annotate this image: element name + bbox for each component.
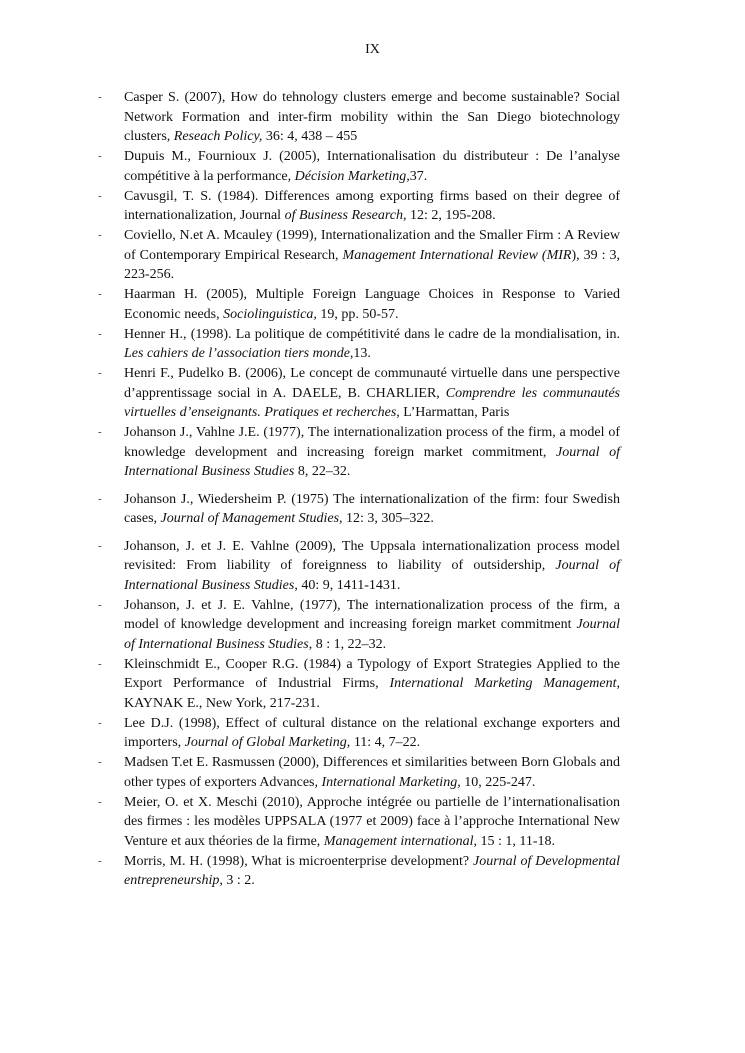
bullet-dash: -: [98, 288, 102, 300]
reference-source: Les cahiers de l’association tiers monde: [124, 346, 350, 361]
reference-item: [98, 423, 620, 482]
reference-text: 37.: [409, 168, 428, 184]
reference-text: , 40: 9, 1411-1431.: [294, 577, 401, 593]
reference-source: Comprendre les communautés virtuelles d’enseignants. Pratiques et recherches: [124, 385, 621, 420]
reference-text: 36: 4, 438 – 455: [262, 129, 358, 144]
reference-text: Cavusgil, T. S. (1984). Differences among exporting firms based on their degree of internationalization, Journal: [124, 188, 620, 223]
bullet-dash: -: [98, 189, 102, 202]
reference-source: Journal of Management Studies,: [160, 511, 343, 526]
reference-source: Journal of Developmental entrepreneurship,: [124, 853, 620, 888]
reference-text: Lee D.J. (1998), Effect of cultural distance on the relational exchange exporters and importers,: [124, 715, 620, 750]
reference-text: Madsen T.et E. Rasmussen (2000), Differences et similarities between Born Globals and other types of exporters Advances: [124, 755, 620, 790]
reference-text: Kleinschmidt E., Cooper R.G. (1984) a Typology of Export Strategies Applied to the Export Performance of Industrial Firms: [124, 656, 620, 691]
reference-source: , Reseach Policy,: [166, 129, 263, 144]
reference-source: , International Marketing,: [314, 774, 461, 790]
reference-text: Morris, M. H. (1998), What is microenterprise development?: [124, 853, 473, 869]
reference-text: 12: 2, 195-208.: [406, 208, 496, 223]
reference-text: 10, 225-247.: [460, 774, 536, 790]
reference-item: [98, 325, 620, 364]
reference-text: , KAYNAK E., New York, 217-231.: [124, 676, 620, 711]
reference-text: 19, pp. 50-57.: [316, 306, 399, 322]
reference-source: Journal of International Business Studies: [124, 444, 620, 479]
reference-source: Management International Review (MIR: [342, 247, 572, 263]
reference-item: [98, 226, 620, 285]
reference-text: Meier, O. et X. Meschi (2010), Approche intégrée ou partielle de l’internationalisation des firmes : les modèles UPPSALA (1977 et 2009) face à l’approche International New Venture et aux théories de la firme,: [124, 794, 620, 849]
reference-text: Johanson J., Wiedersheim P. (1975) The internationalization of the firm: four Swedish cases,: [124, 491, 620, 526]
reference-text: Johanson, J. et J. E. Vahlne (2009), The Uppsala internationalization process model revisited: From liability of foreignness to liability of outsidership,: [124, 538, 620, 573]
bullet-dash: -: [98, 657, 102, 670]
reference-source: , Décision Marketing,: [287, 168, 410, 184]
reference-item: [98, 596, 620, 655]
reference-text: Johanson, J. et J. E. Vahlne, (1977), The internationalization process of the firm, a model of knowledge development and increasing foreign market commitment: [124, 597, 620, 632]
reference-text: Casper S. (2007), How do tehnology clusters emerge and become sustainable? Social Network Formation and inter-firm mobility within the San Diego biotechnology clusters: [124, 90, 620, 144]
reference-source: , International Marketing Management: [375, 676, 617, 691]
reference-item: [98, 88, 620, 147]
reference-text: Henri F., Pudelko B. (2006), Le concept de communauté virtuelle dans une perspective d’apprentissage social in A. DAELE, B. CHARLIER,: [124, 366, 620, 401]
bullet-dash: -: [98, 426, 102, 438]
bullet-dash: -: [98, 854, 102, 867]
bullet-dash: -: [98, 598, 102, 611]
reference-source: of Business Research,: [284, 208, 407, 223]
reference-text: Haarman H. (2005), Multiple Foreign Language Choices in Response to Varied Economic needs,: [124, 287, 620, 322]
reference-source: Sociolinguistica,: [223, 306, 317, 322]
reference-list: [98, 88, 620, 891]
reference-text: Johanson J., Vahlne J.E. (1977), The internationalization process of the firm, a model of knowledge development and increasing foreign market commitment,: [124, 425, 620, 460]
reference-item: [98, 655, 620, 714]
bullet-dash: -: [98, 716, 102, 729]
reference-text: 12: 3, 305–322.: [342, 511, 434, 526]
reference-item: [98, 714, 620, 753]
reference-item: [98, 147, 620, 186]
bullet-dash: -: [98, 539, 102, 552]
reference-item: [98, 364, 620, 423]
bullet-dash: -: [98, 91, 102, 103]
reference-text: Henner H., (1998). La politique de compétitivité dans le cadre de la mondialisation, in.: [124, 326, 620, 342]
reference-text: Dupuis M., Fournioux J. (2005), Internationalisation du distributeur : De l’analyse compétitive à la performance: [124, 149, 620, 184]
reference-text: ,13.: [349, 346, 371, 361]
bullet-dash: -: [98, 327, 102, 340]
bullet-dash: -: [98, 229, 102, 241]
reference-text: , 15 : 1, 11-18.: [473, 833, 556, 849]
reference-text: 8, 22–32.: [294, 464, 351, 479]
reference-source: Management international: [323, 833, 474, 849]
reference-item: [98, 793, 620, 852]
bullet-dash: -: [98, 367, 102, 379]
reference-text: , L’Harmattan, Paris: [396, 405, 510, 420]
reference-text: , 8 : 1, 22–32.: [308, 636, 387, 652]
bullet-dash: -: [98, 150, 102, 162]
bullet-dash: -: [98, 756, 102, 768]
reference-item: [98, 187, 620, 226]
reference-source: Journal of International Business Studies: [124, 617, 620, 652]
reference-text: Coviello, N.et A. Mcauley (1999), Internationalization and the Smaller Firm : A Review of Contemporary Empirical Research,: [124, 228, 620, 263]
bullet-dash: -: [98, 795, 102, 808]
reference-item: [98, 285, 620, 324]
reference-source: Journal of Global Marketing,: [184, 735, 351, 750]
reference-item: [98, 852, 620, 891]
reference-item: [98, 753, 620, 792]
reference-text: 11: 4, 7–22.: [350, 735, 421, 750]
reference-item: [98, 537, 620, 596]
reference-source: Journal of International Business Studies: [124, 558, 620, 593]
reference-item: [98, 490, 620, 529]
reference-text: 3 : 2.: [222, 873, 255, 888]
reference-text: ), 39 : 3, 223-256.: [124, 247, 620, 282]
page-number: IX: [365, 42, 380, 57]
bullet-dash: -: [98, 492, 102, 505]
